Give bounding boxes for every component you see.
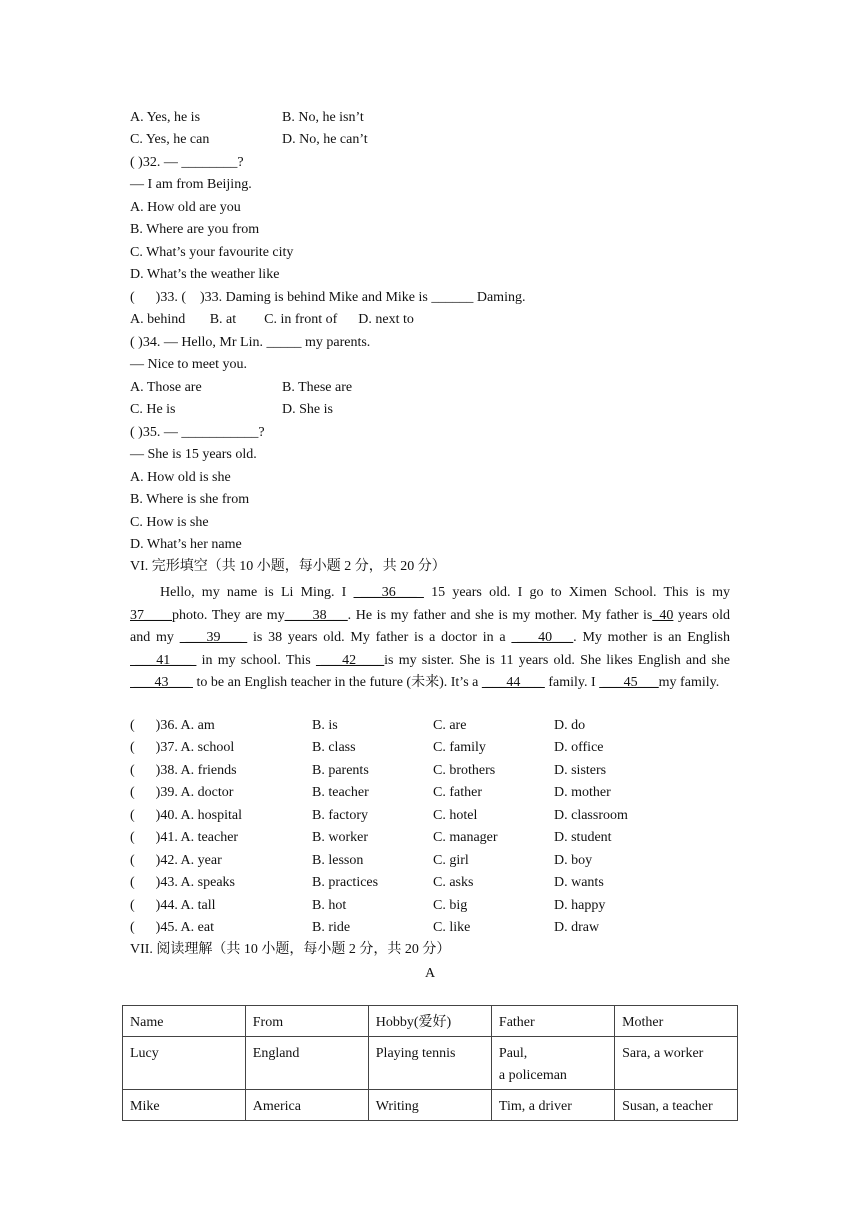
section-6-heading: VI. 完形填空（共 10 小题，每小题 2 分，共 20 分） [130, 559, 446, 574]
cloze-question-row [130, 919, 730, 937]
cloze-question-row [130, 852, 730, 870]
q31-option-row-2 [130, 131, 368, 149]
cloze-option-a: ( )36. A. am [130, 718, 215, 733]
cloze-option-b: B. ride [312, 920, 351, 935]
q31-option-b: B. No, he isn’t [282, 110, 364, 125]
cloze-blank-44: ___44___ [481, 675, 545, 690]
q32-stem: ( )32. — ________? [130, 155, 244, 170]
cloze-option-c: C. asks [433, 875, 474, 890]
cloze-blank-40: ___40___ [511, 630, 574, 645]
q32-option-d: D. What’s the weather like [130, 267, 280, 282]
table-header-cell: Father [491, 1006, 614, 1037]
q34-option-d: D. She is [282, 402, 333, 417]
cloze-option-c: C. hotel [433, 808, 478, 823]
table-cell: Tim, a driver [491, 1090, 614, 1121]
cloze-option-b: B. factory [312, 808, 368, 823]
cloze-option-a: ( )41. A. teacher [130, 830, 239, 845]
cloze-question-row [130, 897, 730, 915]
q31-option-d: D. No, he can’t [282, 132, 368, 147]
cloze-blank-40-first: _40 [652, 607, 674, 623]
table-header-cell: From [245, 1006, 368, 1037]
cloze-option-d: D. mother [554, 785, 611, 800]
table-cell: England [245, 1037, 368, 1090]
cloze-text-2: 15 years old. I go to Ximen School. This is my [423, 585, 730, 600]
q35-option-b: B. Where is she from [130, 492, 250, 507]
cloze-question-row [130, 807, 730, 825]
cloze-blank-37: 37____ [130, 607, 172, 623]
table-header-cell: Name [123, 1006, 246, 1037]
table-cell: Writing [368, 1090, 491, 1121]
cloze-option-d: D. do [554, 718, 586, 733]
cloze-text-4: . He is my father and she is my mother. My father is [347, 607, 653, 623]
cloze-option-c: C. brothers [433, 763, 496, 778]
q35-option-c: C. How is she [130, 515, 209, 530]
cloze-option-c: C. are [433, 718, 467, 733]
cloze-option-d: D. sisters [554, 763, 607, 778]
cloze-option-d: D. wants [554, 875, 604, 890]
q34-option-b: B. These are [282, 380, 353, 395]
cloze-option-d: D. student [554, 830, 612, 845]
q31-option-row-1 [130, 109, 364, 127]
cloze-option-d: D. boy [554, 853, 593, 868]
q34-stem: ( )34. — Hello, Mr Lin. _____ my parents. [130, 335, 371, 350]
info-table [122, 1005, 738, 1121]
cloze-option-a: ( )38. A. friends [130, 763, 237, 778]
cloze-text-6: is 38 years old. My father is a doctor in a [247, 630, 512, 645]
cloze-question-row [130, 874, 730, 892]
table-header-cell: Hobby(爱好) [368, 1006, 491, 1037]
cloze-option-b: B. practices [312, 875, 379, 890]
q35-reply: — She is 15 years old. [130, 447, 257, 462]
cloze-option-b: B. hot [312, 898, 347, 913]
cloze-question-row [130, 762, 730, 780]
cloze-option-c: C. like [433, 920, 471, 935]
cloze-blank-38: ____38___ [284, 607, 348, 623]
q35-option-d: D. What’s her name [130, 537, 242, 552]
cloze-text-7: . My mother is an English [573, 630, 731, 645]
table-row [123, 1090, 738, 1121]
cloze-blank-36: ___36___ [353, 585, 424, 600]
q32-reply: — I am from Beijing. [130, 177, 252, 192]
q34-reply: — Nice to meet you. [130, 357, 248, 372]
table-row [123, 1037, 738, 1090]
cloze-option-a: ( )39. A. doctor [130, 785, 234, 800]
q33-stem: ( )33. ( )33. Daming is behind Mike and Mike is ______ Daming. [130, 290, 526, 305]
q35-stem: ( )35. — ___________? [130, 425, 265, 440]
table-cell: Sara, a worker [615, 1037, 738, 1090]
cloze-text-8: in my school. This [196, 652, 316, 668]
q34-option-a: A. Those are [130, 380, 202, 395]
cloze-option-a: ( )40. A. hospital [130, 808, 242, 823]
cloze-option-d: D. draw [554, 920, 600, 935]
cloze-text-11: family. I [544, 675, 600, 690]
cloze-text-9: is my sister. She is 11 years old. She likes English and she [384, 652, 731, 668]
q33-options: A. behind B. at C. in front of D. next to [130, 312, 414, 327]
cloze-blank-39: ___39___ [179, 630, 248, 645]
cloze-option-a: ( )45. A. eat [130, 920, 214, 935]
cloze-text-12: my family. [658, 675, 720, 690]
cloze-option-d: D. office [554, 740, 604, 755]
cloze-option-c: C. manager [433, 830, 498, 845]
cloze-passage [130, 582, 730, 695]
q31-option-a: A. Yes, he is [130, 110, 201, 125]
cloze-option-b: B. parents [312, 763, 369, 778]
cloze-blank-45: ___45___ [599, 675, 659, 690]
passage-label: A [424, 966, 436, 981]
cloze-option-a: ( )42. A. year [130, 853, 222, 868]
cloze-blank-43: ___43___ [130, 675, 193, 690]
q32-option-c: C. What’s your favourite city [130, 245, 294, 260]
cloze-option-b: B. class [312, 740, 356, 755]
q34-option-c: C. He is [130, 402, 176, 417]
cloze-option-a: ( )37. A. school [130, 740, 235, 755]
q34-option-row-2 [130, 401, 333, 419]
section-7-heading: VII. 阅读理解（共 10 小题，每小题 2 分，共 20 分） [130, 942, 451, 957]
table-header-cell: Mother [615, 1006, 738, 1037]
cloze-text-10: to be an English teacher in the future (未来). It’s a [193, 675, 482, 690]
cloze-question-row [130, 717, 730, 735]
q32-option-b: B. Where are you from [130, 222, 260, 237]
cloze-option-a: ( )43. A. speaks [130, 875, 235, 890]
cloze-option-b: B. teacher [312, 785, 369, 800]
cloze-question-row [130, 784, 730, 802]
cloze-text-5: years old and my [130, 607, 731, 645]
table-cell: Susan, a teacher [615, 1090, 738, 1121]
cloze-question-row [130, 829, 730, 847]
cloze-option-b: B. is [312, 718, 338, 733]
table-cell: Paul, a policeman [491, 1037, 614, 1090]
q34-option-row-1 [130, 379, 353, 397]
cloze-text-1: Hello, my name is Li Ming. I [160, 585, 354, 600]
cloze-question-row [130, 739, 730, 757]
cloze-option-b: B. worker [312, 830, 368, 845]
table-header-row [123, 1006, 738, 1037]
cloze-option-c: C. big [433, 898, 468, 913]
cloze-option-c: C. girl [433, 853, 469, 868]
cloze-option-a: ( )44. A. tall [130, 898, 216, 913]
cloze-blank-42: ___42____ [315, 652, 385, 668]
table-cell: Lucy [123, 1037, 246, 1090]
cloze-option-b: B. lesson [312, 853, 364, 868]
cloze-option-d: D. classroom [554, 808, 628, 823]
cloze-option-c: C. father [433, 785, 482, 800]
cloze-option-d: D. happy [554, 898, 606, 913]
cloze-text-3: photo. They are my [172, 607, 285, 623]
table-cell: Playing tennis [368, 1037, 491, 1090]
cloze-blank-41: ___41___ [130, 652, 197, 668]
q31-option-c: C. Yes, he can [130, 132, 210, 147]
table-cell: America [245, 1090, 368, 1121]
table-cell: Mike [123, 1090, 246, 1121]
q32-option-a: A. How old are you [130, 200, 241, 215]
q35-option-a: A. How old is she [130, 470, 231, 485]
cloze-option-c: C. family [433, 740, 486, 755]
